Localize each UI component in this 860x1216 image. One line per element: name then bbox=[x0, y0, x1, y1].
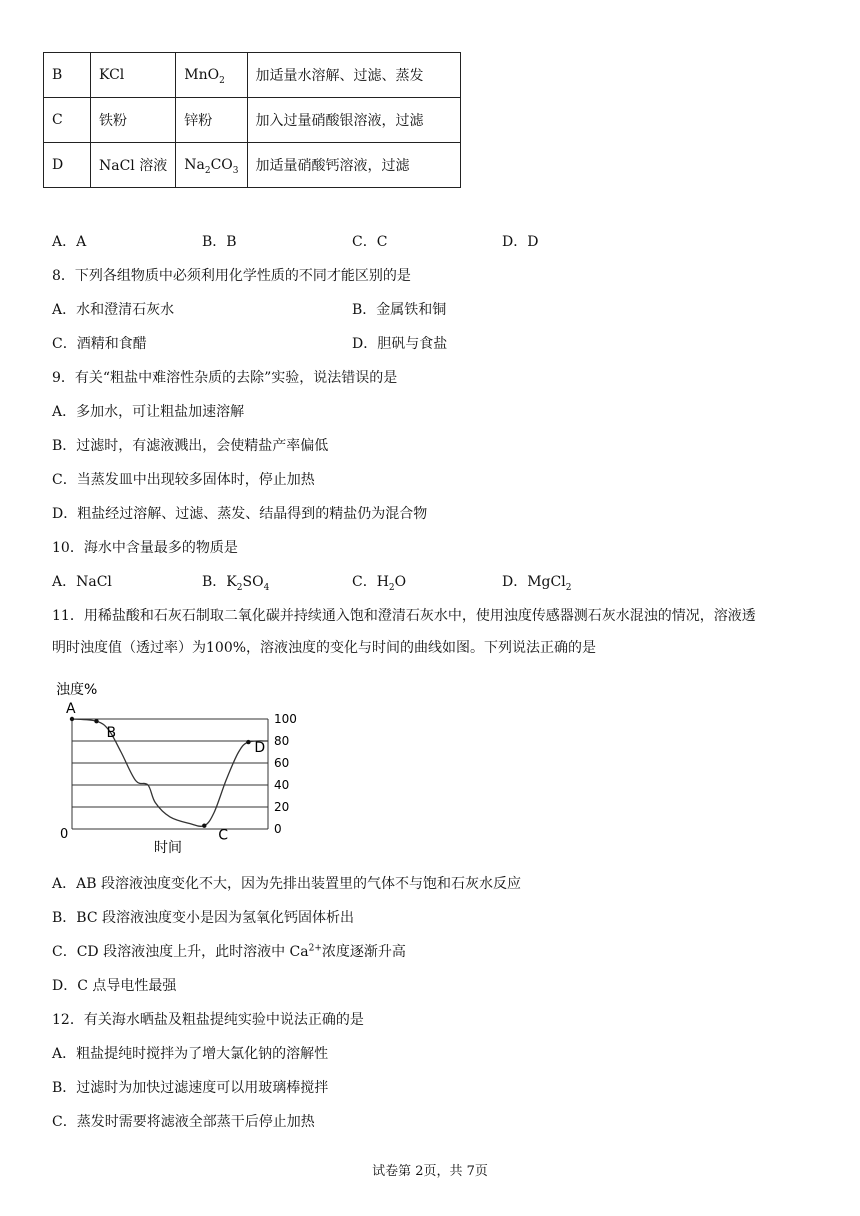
page-footer: 试卷第 2页，共 7页 bbox=[372, 1164, 488, 1179]
chart-point-label: A bbox=[66, 701, 76, 717]
q11-stem-line2: 明时浊度值（透过率）为100%，溶液浊度的变化与时间的曲线如图。下列说法正确的是 bbox=[52, 640, 597, 656]
option-d[interactable]: D．C 点导电性最强 bbox=[52, 978, 177, 994]
row-letter: D bbox=[44, 143, 91, 188]
option-a[interactable]: A．多加水，可让粗盐加速溶解 bbox=[52, 404, 245, 420]
option-a[interactable]: A．水和澄清石灰水 bbox=[52, 302, 175, 318]
chart-point-b bbox=[94, 719, 98, 723]
option-b[interactable]: B．B bbox=[202, 234, 237, 250]
chart-point-d bbox=[246, 740, 250, 744]
option-a[interactable]: A．NaCl bbox=[52, 574, 112, 590]
q8-stem: 8．下列各组物质中必须利用化学性质的不同才能区别的是 bbox=[52, 268, 411, 284]
option-c[interactable]: C．当蒸发皿中出现较多固体时，停止加热 bbox=[52, 472, 315, 488]
chart-point-a bbox=[70, 717, 74, 721]
chart-ticks bbox=[274, 712, 297, 836]
q10-stem: 10．海水中含量最多的物质是 bbox=[52, 540, 238, 556]
option-b[interactable]: B．金属铁和铜 bbox=[352, 302, 447, 318]
row-letter: B bbox=[44, 53, 91, 98]
option-a[interactable]: A．AB 段溶液浊度变化不大，因为先排出装置里的气体不与饱和石灰水反应 bbox=[52, 876, 521, 892]
chart-grid bbox=[72, 719, 268, 829]
row-impurity: MnO$_2$ bbox=[176, 53, 247, 98]
table-row bbox=[44, 98, 461, 143]
chart-tick-label: 0 bbox=[274, 822, 282, 836]
row-method: 加入过量硝酸银溶液，过滤 bbox=[247, 98, 460, 143]
row-letter: C bbox=[44, 98, 91, 143]
reagent-table bbox=[43, 52, 461, 188]
table-row bbox=[44, 143, 461, 188]
chart-tick-label: 40 bbox=[274, 778, 290, 792]
chart-ylabel: 浊度% bbox=[56, 682, 98, 698]
option-a[interactable]: A．A bbox=[52, 234, 87, 250]
row-method: 加适量硝酸钙溶液，过滤 bbox=[247, 143, 460, 188]
option-c[interactable]: C．$H_2O$ bbox=[352, 574, 407, 593]
option-b[interactable]: B．过滤时，有滤液溅出，会使精盐产率偏低 bbox=[52, 438, 329, 454]
option-c[interactable]: C．CD 段溶液浊度上升，此时溶液中 $Ca^{2+}$浓度逐渐升高 bbox=[52, 943, 406, 960]
chart-points bbox=[66, 701, 265, 844]
option-b[interactable]: B．$K_2SO_4$ bbox=[202, 574, 270, 593]
q12-stem: 12．有关海水晒盐及粗盐提纯实验中说法正确的是 bbox=[52, 1012, 364, 1028]
chart-origin-label: 0 bbox=[60, 827, 69, 842]
chart-point-c bbox=[202, 824, 206, 828]
option-d[interactable]: D．胆矾与食盐 bbox=[352, 336, 448, 352]
row-impurity: 锌粉 bbox=[176, 98, 247, 143]
option-c[interactable]: C．C bbox=[352, 234, 388, 250]
q9-stem: 9．有关“粗盐中难溶性杂质的去除”实验，说法错误的是 bbox=[52, 370, 398, 386]
row-substance: 铁粉 bbox=[91, 98, 176, 143]
chart-point-label: D bbox=[254, 740, 266, 757]
chart-tick-label: 100 bbox=[274, 712, 297, 726]
turbidity-chart bbox=[52, 676, 312, 858]
table-row bbox=[44, 53, 461, 98]
option-a[interactable]: A．粗盐提纯时搅拌为了增大氯化钠的溶解性 bbox=[52, 1046, 329, 1062]
chart-xlabel: 时间 bbox=[154, 840, 182, 856]
chart-curve bbox=[72, 719, 268, 826]
option-b[interactable]: B．过滤时为加快过滤速度可以用玻璃棒搅拌 bbox=[52, 1080, 329, 1096]
chart-point-label: C bbox=[218, 827, 229, 844]
chart-point-label: B bbox=[106, 725, 117, 742]
row-substance: NaCl 溶液 bbox=[91, 143, 176, 188]
row-substance: KCl bbox=[91, 53, 176, 98]
option-c[interactable]: C．酒精和食醋 bbox=[52, 336, 147, 352]
option-d[interactable]: D．MgCl$_2$ bbox=[502, 574, 572, 593]
option-b[interactable]: B．BC 段溶液浊度变小是因为氢氧化钙固体析出 bbox=[52, 910, 354, 926]
chart-tick-label: 60 bbox=[274, 756, 290, 770]
row-method: 加适量水溶解、过滤、蒸发 bbox=[247, 53, 460, 98]
option-d[interactable]: D．粗盐经过溶解、过滤、蒸发、结晶得到的精盐仍为混合物 bbox=[52, 506, 428, 522]
chart-tick-label: 20 bbox=[274, 800, 290, 814]
row-impurity: $Na_2CO_3$ bbox=[176, 143, 247, 188]
option-d[interactable]: D．D bbox=[502, 234, 539, 250]
chart-tick-label: 80 bbox=[274, 734, 290, 748]
q11-stem-line1: 11．用稀盐酸和石灰石制取二氧化碳并持续通入饱和澄清石灰水中，使用浊度传感器测石灰水混浊的情况，溶液透 bbox=[52, 608, 756, 624]
option-c[interactable]: C．蒸发时需要将滤液全部蒸干后停止加热 bbox=[52, 1114, 315, 1130]
